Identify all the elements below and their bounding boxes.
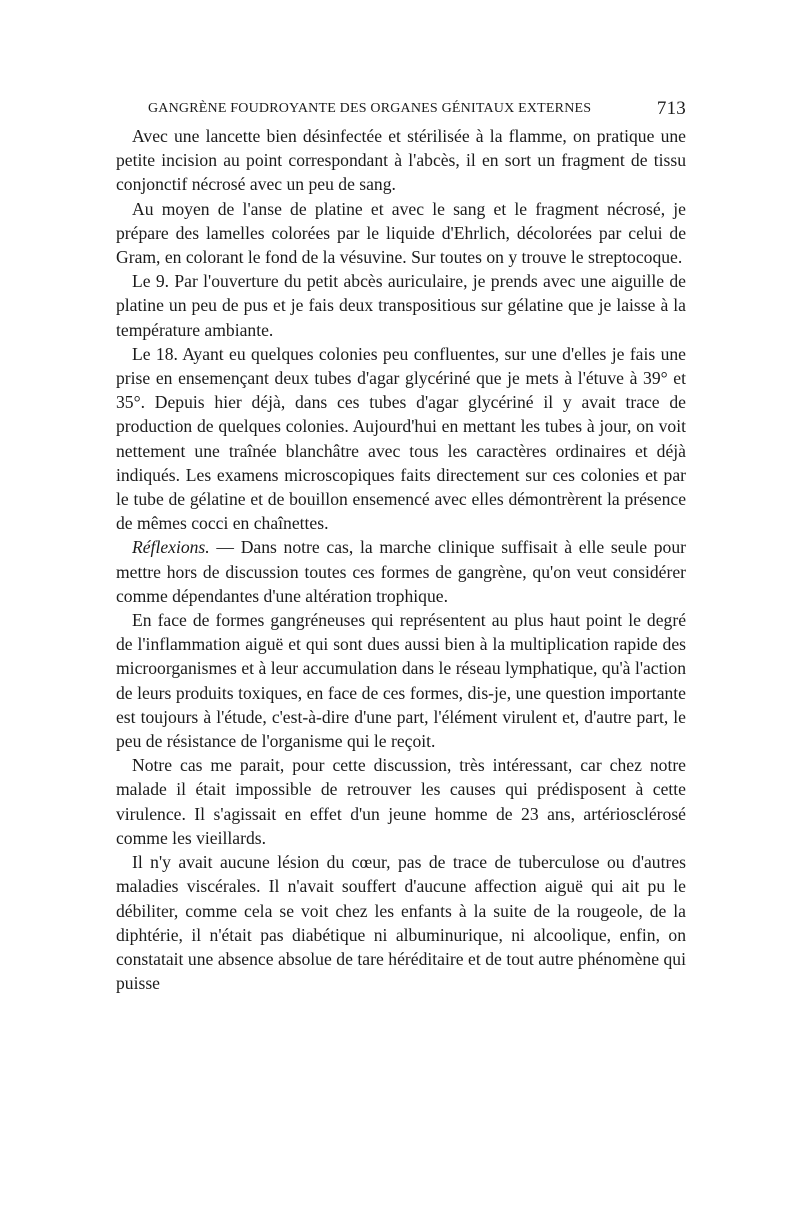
paragraph-day-18: Le 18. Ayant eu quelques colonies peu confluentes, sur une d'elles je fais une prise en ensemençant deux tubes d'agar glycériné que je mets à l'étuve à 39° et 35°. Depuis hier déjà, dans ces tubes d'agar glycériné il y avait trace de production de quelques colonies. Aujourd'hui en mettant les tubes à jour, on voit nettement une traînée blanchâtre avec tous les caractères ordinaires et déjà indiqués. Les examens microscopiques faits directement sur ces colonies et par le tube de gélatine et de bouillon ensemencé avec elles démontrèrent la présence de mêmes cocci en chaînettes. (116, 343, 686, 534)
paragraph-our-case: Notre cas me parait, pour cette discussion, très intéressant, car chez notre malade il était impossible de retrouver les causes qui prédisposent à cette virulence. Il s'agissait en effet d'un jeune homme de 23 ans, artériosclérosé comme les vieillards. (116, 755, 686, 848)
reflexions-heading: Réflexions. (132, 537, 210, 558)
paragraph-gangrenous-forms: En face de formes gangréneuses qui représentent au plus haut point le degré de l'inflammation aiguë et qui sont dues aussi bien à la multiplication rapide des microorganismes et à leur accumulation dans le réseau lymphatique, qu'à l'action de leurs produits toxiques, en face de ces formes, dis-je, une question importante est toujours à l'étude, c'est-à-dire d'une part, l'élément virulent et, d'autre part, le peu de résistance de l'organisme qui le reçoit. (116, 610, 686, 752)
page-number: 713 (656, 98, 686, 119)
paragraph-day-9: Le 9. Par l'ouverture du petit abcès auriculaire, je prends avec une aiguille de platine un peu de pus et je fais deux transpositious sur gélatine que je laisse à la température ambiante. (116, 271, 686, 340)
paragraph-stained-slides: Au moyen de l'anse de platine et avec le sang et le fragment nécrosé, je prépare des lamelles colorées par le liquide d'Ehrlich, décolorées par celui de Gram, en colorant le fond de la vésuvine. Sur toutes on y trouve le streptocoque. (116, 198, 686, 268)
running-header (116, 94, 686, 124)
running-title: GANGRÈNE FOUDROYANTE DES ORGANES GÉNITAUX EXTERNES (148, 101, 592, 116)
paragraph-no-lesion: Il n'y avait aucune lésion du cœur, pas de trace de tuberculose ou d'autres maladies viscérales. Il n'avait souffert d'aucune affection aiguë qui ait pu le débiliter, comme cela se voit chez les enfants à la suite de la rougeole, de la diphtérie, il n'était pas diabétique ni albuminurique, ni alcoolique, enfin, on constatait une absence absolue de tare héréditaire et de tout autre phénomène qui puisse (116, 852, 686, 994)
paragraph-reflexions: Réflexions. — Dans notre cas, la marche clinique suffisait à elle seule pour mettre hors de discussion toutes ces formes de gangrène, qu'on veut considérer comme dépendantes d'une altération trophique. (116, 537, 686, 606)
paragraph-lancet-incision: Avec une lancette bien désinfectée et stérilisée à la flamme, on pratique une petite incision au point correspondant à l'abcès, il en sort un fragment de tissu conjonctif nécrosé avec un peu de sang. (116, 126, 686, 195)
book-page (116, 94, 686, 995)
body-text (116, 124, 686, 995)
